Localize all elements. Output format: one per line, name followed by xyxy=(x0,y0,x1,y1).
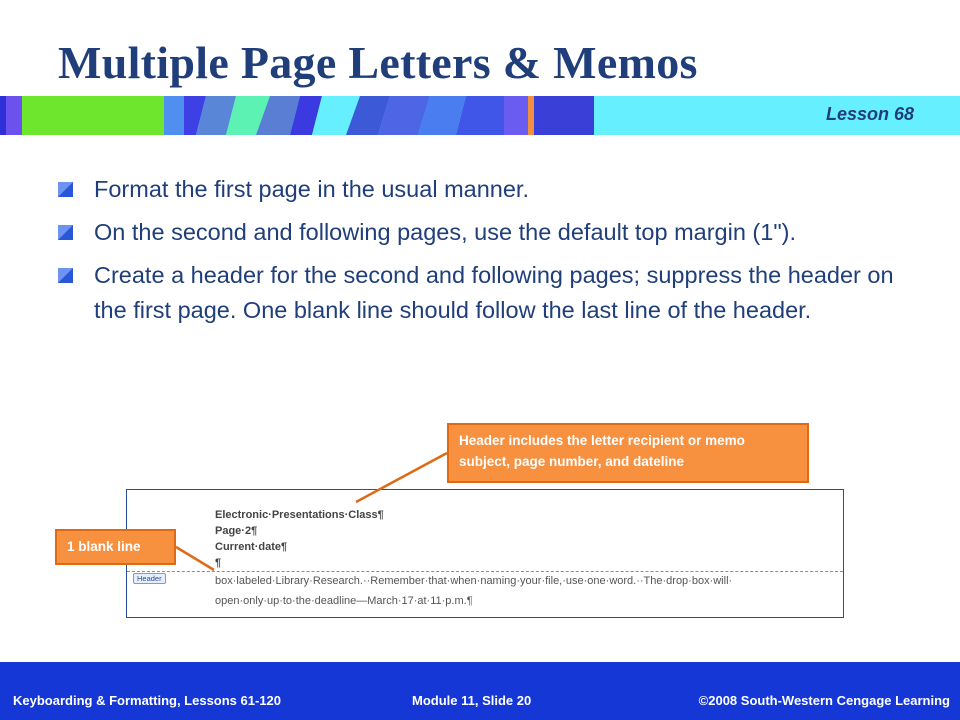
header-blank-line: ¶ xyxy=(215,557,222,569)
square-bullet-icon xyxy=(58,225,73,240)
bullet-text: Format the first page in the usual manner. xyxy=(94,176,529,202)
bullet-item xyxy=(58,215,918,250)
decorative-stripe xyxy=(0,96,960,135)
slide-footer xyxy=(0,662,960,720)
square-bullet-icon xyxy=(58,182,73,197)
header-boundary-line xyxy=(127,571,843,572)
lesson-label: Lesson 68 xyxy=(825,104,914,124)
slide-title: Multiple Page Letters & Memos xyxy=(58,37,698,88)
blank-line-callout: 1 blank line xyxy=(55,529,176,565)
footer-course: Keyboarding & Formatting, Lessons 61-120 xyxy=(13,693,282,708)
header-line-date: Current·date¶ xyxy=(215,541,288,553)
document-header-screenshot xyxy=(126,489,844,618)
header-tag: Header xyxy=(133,573,166,584)
bullet-item xyxy=(58,258,918,328)
bullet-text: On the second and following pages, use the default top margin (1"). xyxy=(94,219,797,245)
bullet-text: Create a header for the second and following pages; suppress the header on the first page. One blank line should follow the last line of the header. xyxy=(94,262,894,323)
header-info-callout: Header includes the letter recipient or memo subject, page number, and dateline xyxy=(447,423,809,483)
header-line-recipient: Electronic·Presentations·Class¶ xyxy=(215,509,384,521)
bullet-list xyxy=(58,172,918,336)
square-bullet-icon xyxy=(58,268,73,283)
footer-slide-number: Module 11, Slide 20 xyxy=(412,693,532,708)
header-line-page: Page·2¶ xyxy=(215,525,258,537)
footer-copyright: ©2008 South-Western Cengage Learning xyxy=(698,693,950,708)
bullet-item xyxy=(58,172,918,207)
body-line: box·labeled·Library·Research.··Remember·that·when·naming·your·file,·use·one·word.··The·drop·box·will· xyxy=(215,575,733,587)
body-line: open·only·up·to·the·deadline—March·17·at·11·p.m.¶ xyxy=(215,595,473,607)
